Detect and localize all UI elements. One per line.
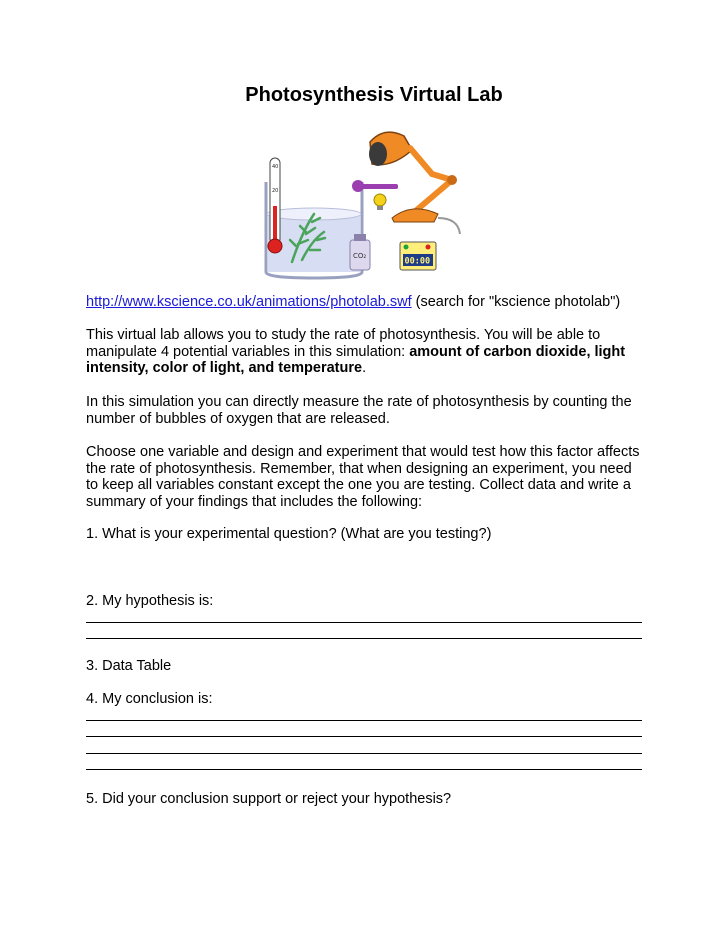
thermometer-bulb [268, 239, 282, 253]
photolab-link[interactable]: http://www.kscience.co.uk/animations/photolab.swf [86, 294, 412, 310]
timer [400, 242, 436, 270]
answer-line[interactable] [86, 769, 642, 770]
answer-line[interactable] [86, 638, 642, 639]
intro-end: . [362, 360, 367, 377]
intro-paragraph [86, 327, 646, 377]
question-2: 2. My hypothesis is: [86, 593, 214, 609]
question-3: 3. Data Table [86, 658, 172, 674]
question-4: 4. My conclusion is: [86, 691, 213, 707]
instructions-paragraph: Choose one variable and design and experiment that would test how this factor affects the rate of photosynthesis. Remember, that when designing an experiment, you need to keep all variables constant except the one you are testing. Collect data and write a summary of your findings that includes the following: [86, 444, 640, 511]
answer-line[interactable] [86, 720, 642, 721]
source-line [86, 294, 646, 311]
answer-line[interactable] [86, 736, 642, 737]
bulb-icon [374, 194, 386, 206]
lamp-icon [369, 132, 460, 234]
source-note: (search for "kscience photolab") [411, 294, 621, 310]
thermometer-mark: 40 [272, 164, 279, 170]
question-1: 1. What is your experimental question? (What are you testing?) [86, 526, 492, 542]
thermometer-mark: 20 [272, 188, 279, 194]
question-5: 5. Did your conclusion support or reject your hypothesis? [86, 791, 452, 807]
measure-paragraph: In this simulation you can directly measure the rate of photosynthesis by counting the number of bubbles of oxygen that are released. [86, 394, 632, 427]
answer-line[interactable] [86, 753, 642, 754]
intro-text: This virtual lab allows you to study the rate of photosynthesis. You will be able to manipulate 4 potential variables in this simulation: [86, 327, 601, 360]
page-title: Photosynthesis Virtual Lab [245, 84, 503, 106]
timer-display: 00:00 [404, 256, 431, 267]
intro-variables: amount of carbon dioxide, light intensity, color of light, and temperature [86, 343, 626, 377]
co2-label: CO₂ [353, 252, 367, 260]
photosynthesis-lab-illustration [262, 122, 472, 280]
answer-line[interactable] [86, 622, 642, 623]
